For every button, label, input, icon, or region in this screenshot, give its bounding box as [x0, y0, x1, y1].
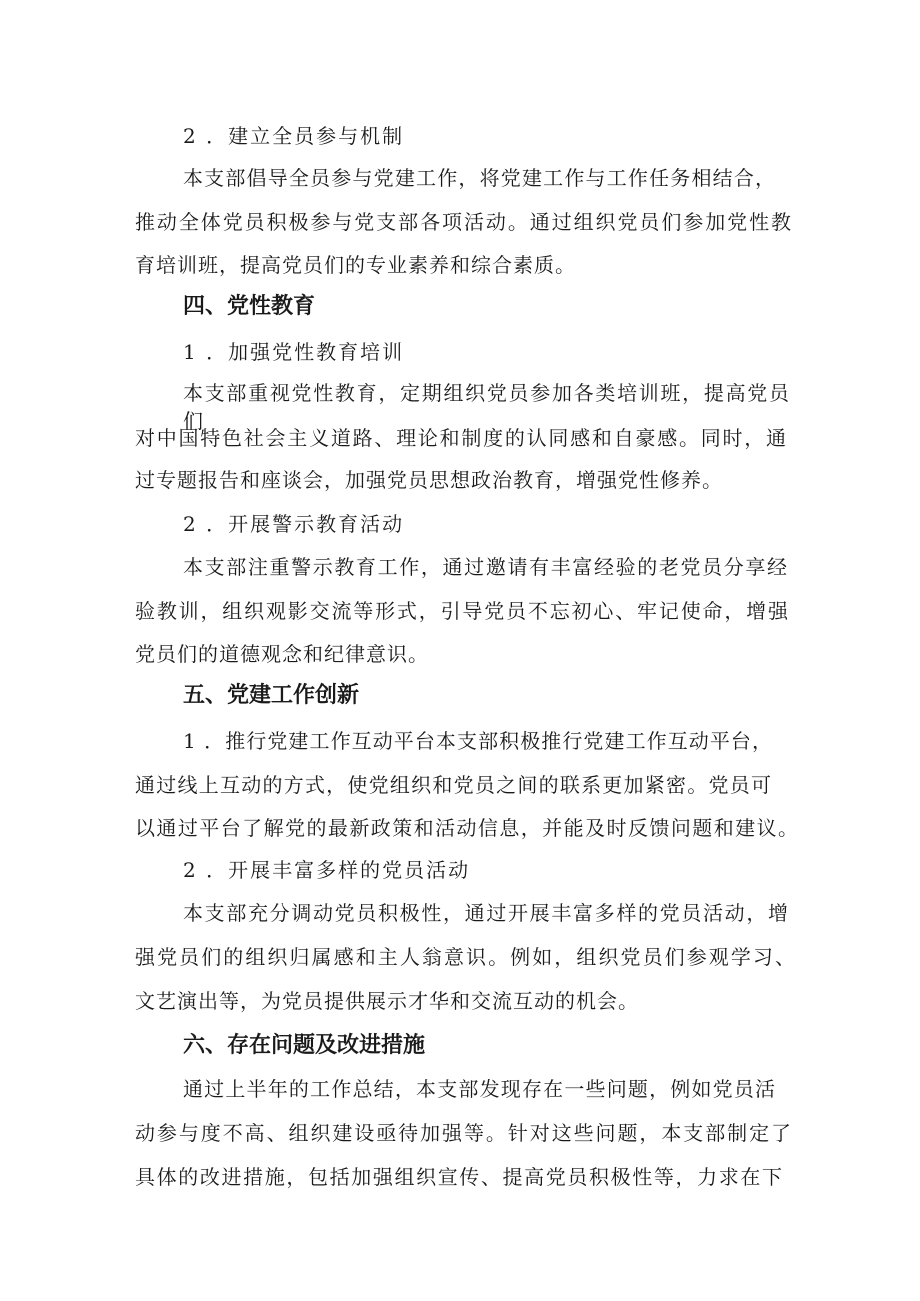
paragraph-line: 本支部重视党性教育，定期组织党员参加各类培训班，提高党员们	[183, 381, 790, 433]
paragraph-line: 推动全体党员积极参与党支部各项活动。通过组织党员们参加党性教	[135, 210, 792, 234]
paragraph-line: 本支部倡导全员参与党建工作，将党建工作与工作任务相结合，	[183, 166, 776, 190]
subheading-establish-participation: 2 ．建立全员参与机制	[183, 124, 405, 148]
section-heading-party-education: 四、党性教育	[183, 294, 316, 319]
subheading-warning-education: 2 ．开展警示教育活动	[183, 512, 405, 536]
paragraph-line: 通过线上互动的方式，使党组织和党员之间的联系更加紧密。党员可	[135, 773, 772, 797]
paragraph-line: 对中国特色社会主义道路、理论和制度的认同感和自豪感。同时，通	[135, 426, 787, 450]
paragraph-line: 动参与度不高、组织建设亟待加强等。针对这些问题，本支部制定了	[135, 1121, 792, 1145]
subheading-member-activities: 2 ．开展丰富多样的党员活动	[183, 858, 471, 882]
paragraph-line: 具体的改进措施，包括加强组织宣传、提高党员积极性等，力求在下	[135, 1165, 783, 1189]
paragraph-line: 验教训，组织观影交流等形式，引导党员不忘初心、牢记使命，增强	[135, 599, 789, 623]
paragraph-line: 文艺演出等，为党员提供展示才华和交流互动的机会。	[135, 989, 639, 1013]
paragraph-line: 育培训班，提高党员们的专业素养和综合素质。	[135, 253, 576, 277]
paragraph-line: 本支部注重警示教育工作，通过邀请有丰富经验的老党员分享经	[183, 555, 788, 579]
section-heading-problems: 六、存在问题及改进措施	[183, 1033, 426, 1058]
paragraph-line: 本支部充分调动党员积极性，通过开展丰富多样的党员活动，增	[183, 901, 789, 925]
paragraph-line: 过专题报告和座谈会，加强党员思想政治教育，增强党性修养。	[135, 468, 723, 492]
section-heading-innovation: 五、党建工作创新	[183, 683, 360, 708]
paragraph-line: 强党员们的组织归属感和主人翁意识。例如，组织党员们参观学习、	[135, 945, 796, 969]
subheading-party-training: 1 ．加强党性教育培训	[183, 340, 405, 364]
paragraph-line: 以通过平台了解党的最新政策和活动信息，并能及时反馈问题和建议。	[135, 816, 799, 840]
paragraph-line: 通过上半年的工作总结，本支部发现存在一些问题，例如党员活	[183, 1077, 776, 1101]
paragraph-line: 党员们的道德观念和纪律意识。	[135, 642, 429, 666]
paragraph-line: 1 ．推行党建工作互动平台本支部积极推行党建工作互动平台，	[183, 729, 773, 753]
